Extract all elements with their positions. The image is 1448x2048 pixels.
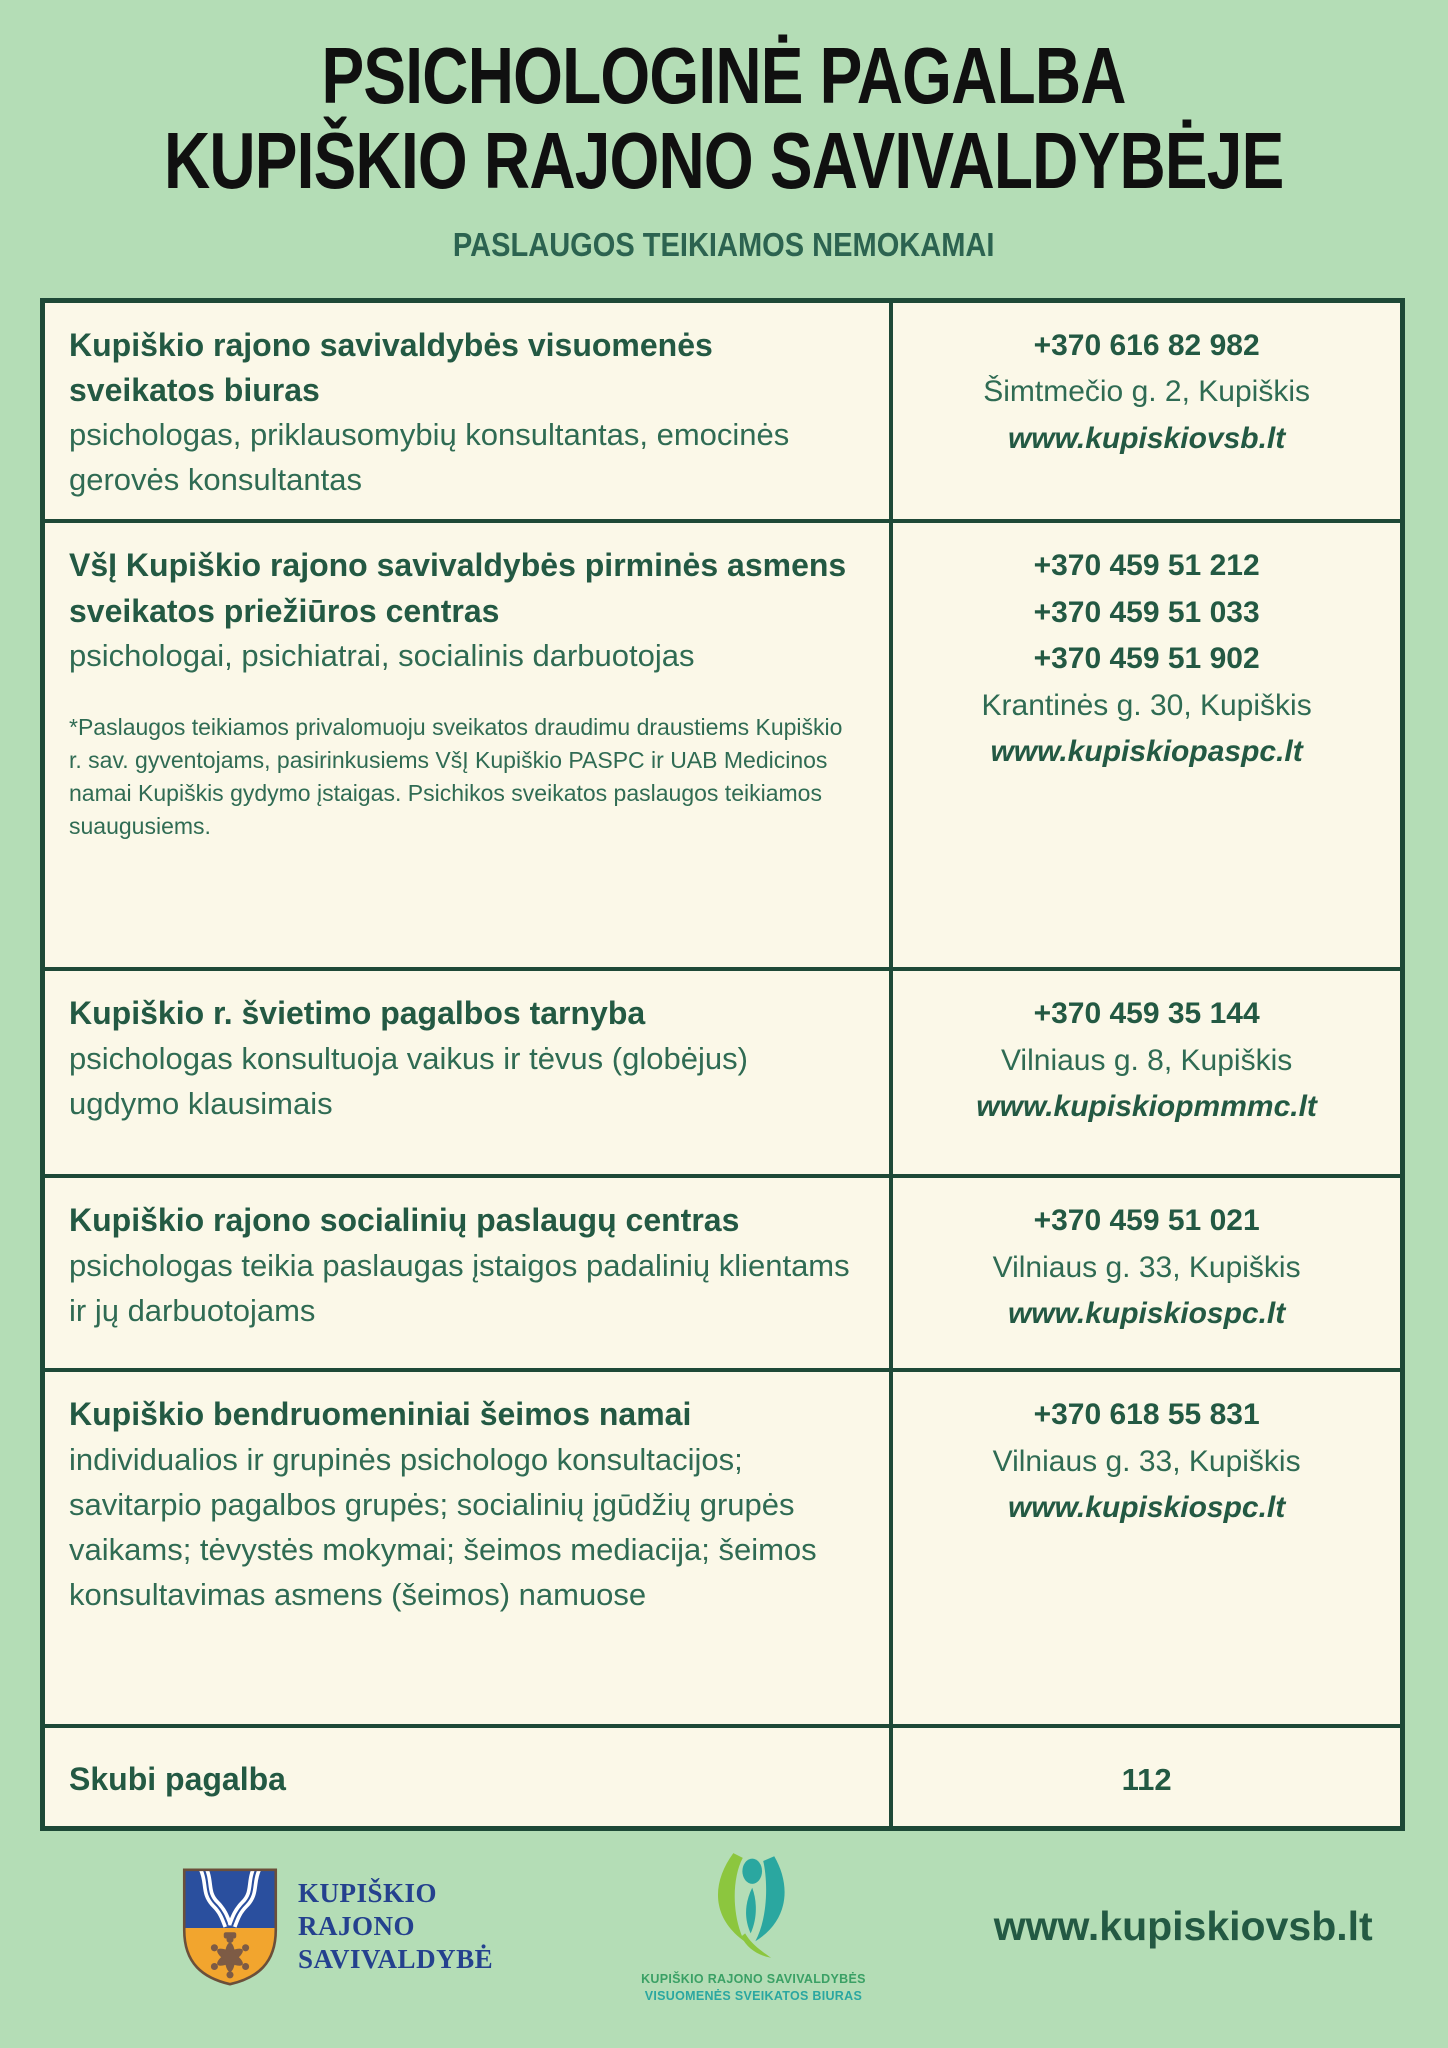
page-title-line1: PSICHOLOGINĖ PAGALBA: [321, 31, 1127, 120]
contact-cell: [893, 971, 1400, 1174]
footer-website: www.kupiskiovsb.lt: [993, 1903, 1373, 1950]
phone-number: +370 459 51 033: [1033, 595, 1260, 629]
emergency-label-cell: [45, 1728, 893, 1826]
phone-number: +370 459 51 212: [1033, 549, 1260, 583]
page-title-line2: KUPIŠKIO RAJONO SAVIVALDYBĖJE: [164, 115, 1284, 205]
org-description: individualios ir grupinės psichologo konsultacijos; savitarpio pagalbos grupės; socialinių įgūdžių grupės vaikams; tėvystės mokymai; šeimos mediacija; šeimos konsultavimas asmens (šeimos) namuose: [69, 1441, 817, 1612]
table-row: [45, 1368, 1400, 1724]
org-name: VšĮ Kupiškio rajono savivaldybės pirminės asmens sveikatos priežiūros centras: [69, 547, 847, 629]
municipality-label-line: KUPIŠKIO: [298, 1878, 438, 1909]
poster-header: [0, 0, 1448, 264]
address: Krantinės g. 30, Kupiškis: [981, 688, 1312, 722]
org-cell: [45, 1178, 893, 1368]
org-cell: [45, 1372, 893, 1724]
website-link: www.kupiskiopaspc.lt: [990, 735, 1303, 769]
org-description: psichologas teikia paslaugas įstaigos padalinių klientams ir jų darbuotojams: [69, 1247, 850, 1328]
municipality-label: [298, 1877, 493, 1976]
emergency-number: 112: [1121, 1762, 1172, 1798]
org-name: Kupiškio bendruomeniniai šeimos namai: [69, 1396, 692, 1433]
org-name: Kupiškio rajono socialinių paslaugų centras: [69, 1202, 740, 1239]
address: Šimtmečio g. 2, Kupiškis: [983, 375, 1310, 409]
table-row: [45, 967, 1400, 1174]
contact-cell: [893, 1178, 1400, 1368]
contact-cell: [893, 523, 1400, 967]
org-name: Kupiškio rajono savivaldybės visuomenės sveikatos biuras: [69, 326, 713, 409]
health-bureau-label-line2: VISUOMENĖS SVEIKATOS BIURAS: [644, 1989, 863, 2004]
poster-footer: [0, 1831, 1448, 2022]
address: Vilniaus g. 8, Kupiškis: [1000, 1043, 1293, 1077]
org-cell: [45, 523, 893, 967]
page-subtitle: PASLAUGOS TEIKIAMOS NEMOKAMAI: [453, 225, 995, 263]
health-bureau-logo-group: [641, 1850, 866, 2003]
emergency-row: [45, 1724, 1400, 1826]
health-bureau-label-line1: KUPIŠKIO RAJONO SAVIVALDYBĖS: [641, 1972, 866, 1987]
website-link: www.kupiskiopmmmc.lt: [976, 1090, 1317, 1124]
health-bureau-logo-icon: [694, 1850, 812, 1968]
municipality-label-line: SAVIVALDYBĖ: [298, 1944, 494, 1975]
contact-cell: [893, 303, 1400, 520]
coat-of-arms-icon: [178, 1865, 282, 1989]
org-description: psichologas konsultuoja vaikus ir tėvus (globėjus) ugdymo klausimais: [69, 1040, 748, 1121]
org-description: psichologai, psichiatrai, socialinis darbuotojas: [69, 638, 695, 674]
phone-number: +370 618 55 831: [1033, 1398, 1260, 1432]
table-row: [45, 303, 1400, 520]
emergency-number-cell: [893, 1728, 1400, 1826]
phone-number: +370 616 82 982: [1033, 328, 1260, 362]
address: Vilniaus g. 33, Kupiškis: [992, 1444, 1301, 1478]
website-link: www.kupiskiospc.lt: [1007, 1297, 1286, 1331]
org-description: psichologas, priklausomybių konsultantas, emocinės gerovės konsultantas: [69, 417, 790, 498]
contact-cell: [893, 1372, 1400, 1724]
municipality-label-line: RAJONO: [298, 1911, 415, 1942]
phone-number: +370 459 51 021: [1033, 1204, 1260, 1238]
website-link: www.kupiskiovsb.lt: [1007, 421, 1286, 455]
phone-number: +370 459 35 144: [1033, 997, 1260, 1031]
org-footnote: *Paslaugos teikiamos privalomuoju sveikatos draudimu draustiems Kupiškio r. sav. gyventojams, pasirinkusiems VšĮ Kupiškio PASPC ir UAB Medicinos namai Kupiškis gydymo įstaigas. Psichikos sveikatos paslaugos teikiamos suaugusiems.: [69, 714, 843, 840]
website-link: www.kupiskiospc.lt: [1007, 1491, 1286, 1525]
phone-number: +370 459 51 902: [1033, 642, 1260, 676]
services-table: [40, 298, 1405, 1832]
municipality-logo-group: [178, 1865, 493, 1989]
org-cell: [45, 971, 893, 1174]
emergency-label: Skubi pagalba: [69, 1760, 286, 1797]
table-row: [45, 519, 1400, 967]
org-name: Kupiškio r. švietimo pagalbos tarnyba: [69, 995, 646, 1032]
org-cell: [45, 303, 893, 520]
address: Vilniaus g. 33, Kupiškis: [992, 1250, 1301, 1284]
table-row: [45, 1174, 1400, 1368]
